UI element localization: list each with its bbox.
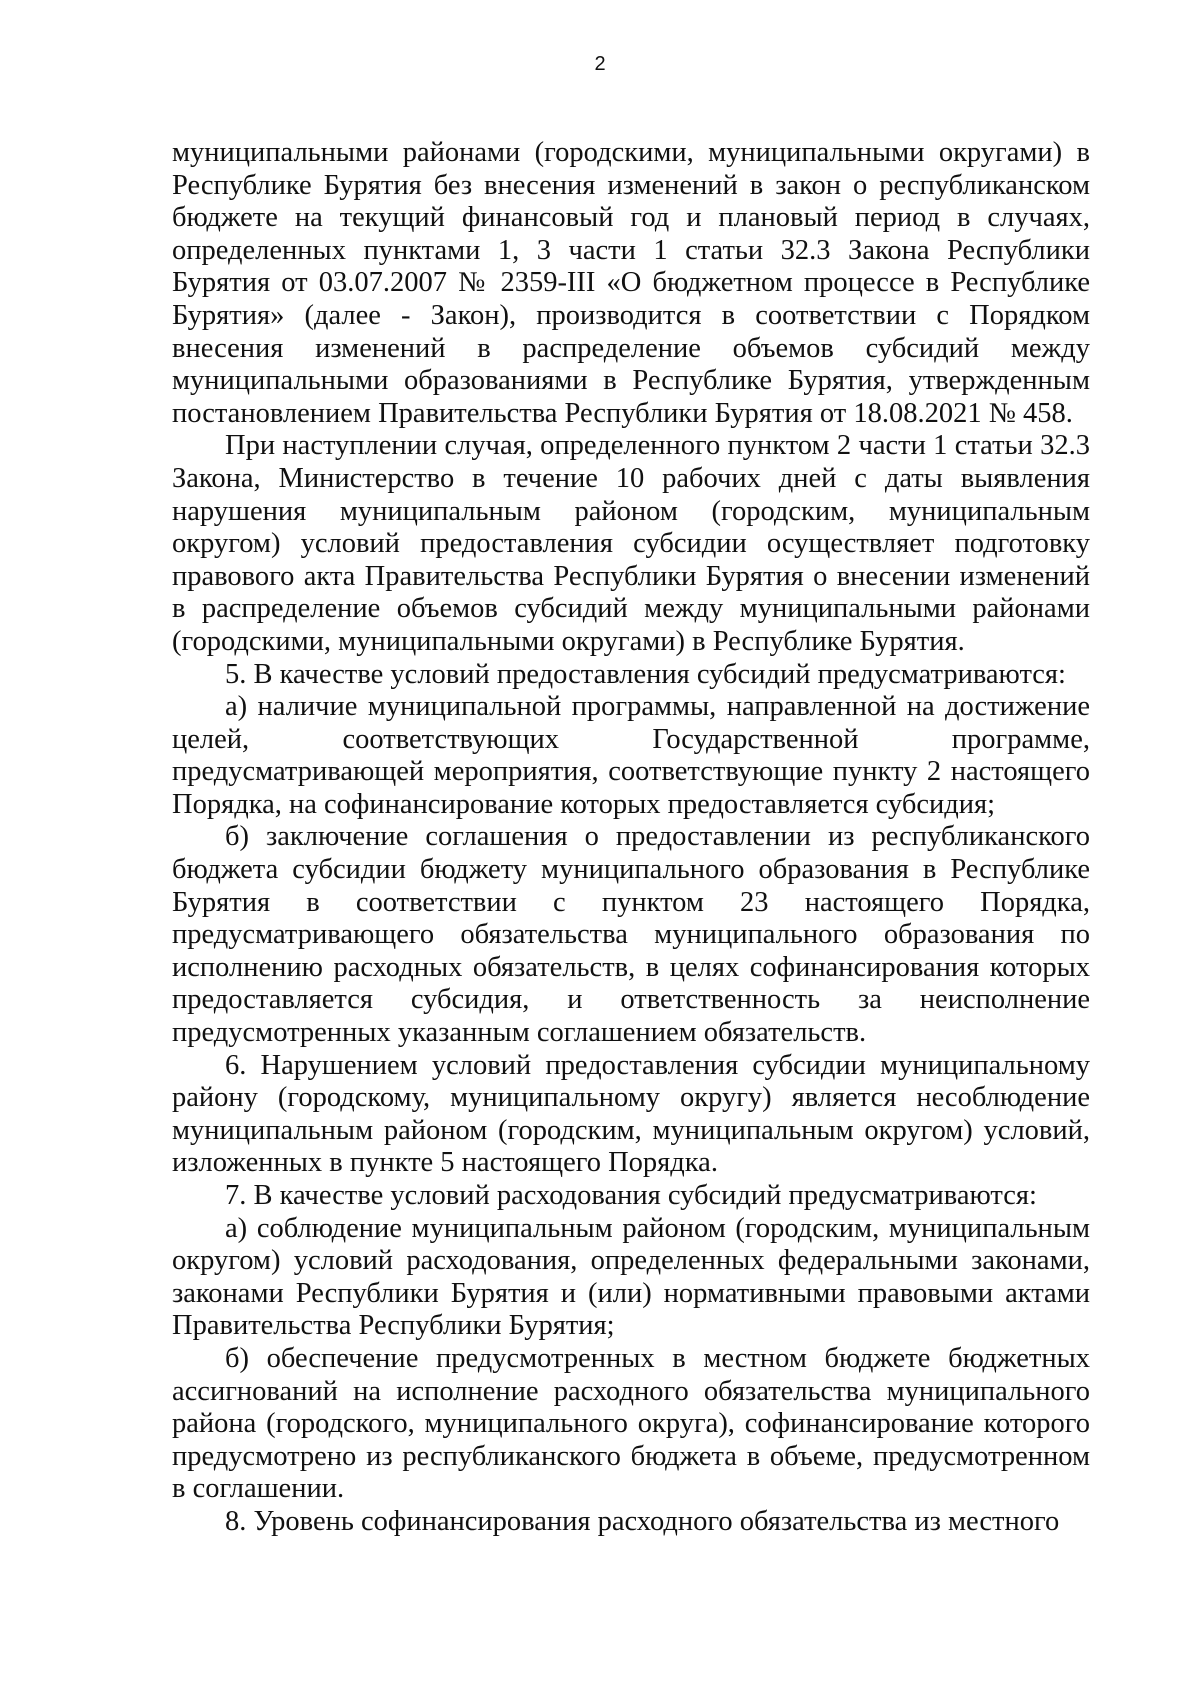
paragraph-item-6: 6. Нарушением условий предоставления субсидии муниципальному району (городскому, муниципальному округу) является несоблюдение муниципальным районом (городским, муниципальным округом) условий, изложенных в пункте 5 настоящего Порядка. [172,1049,1090,1179]
paragraph-item-5b: б) заключение соглашения о предоставлении из республиканского бюджета субсидии бюджету муниципального образования в Республике Бурятия в соответствии с пунктом 23 настоящего Порядка, предусматривающего обязательства муниципального образования по исполнению расходных обязательств, в целях софинансирования которых предоставляется субсидия, и ответственность за неисполнение предусмотренных указанным соглашением обязательств. [172,821,1090,1049]
paragraph-case-point-2: При наступлении случая, определенного пунктом 2 части 1 статьи 32.3 Закона, Министерство в течение 10 рабочих дней с даты выявления нарушения муниципальным районом (городским, муниципальным округом) условий предоставления субсидии осуществляет подготовку правового акта Правительства Республики Бурятия о внесении изменений в распределение объемов субсидий между муниципальными районами (городскими, муниципальными округами) в Республике Бурятия. [172,430,1090,657]
page-number: 2 [594,53,606,75]
paragraph-item-5: 5. В качестве условий предоставления субсидий предусматриваются: [225,658,1066,690]
paragraph-item-5a: а) наличие муниципальной программы, направленной на достижение целей, соответствующих Государственной программе, предусматривающей мероприятия, соответствующие пункту 2 настоящего Порядка, на софинансирование которых предоставляется субсидия; [172,691,1090,820]
document-body [172,137,1090,1539]
paragraph-item-8: 8. Уровень софинансирования расходного обязательства из местного [225,1505,1060,1537]
paragraph-item-7a: а) соблюдение муниципальным районом (городским, муниципальным округом) условий расходования, определенных федеральными законами, законами Республики Бурятия и (или) нормативными правовыми актами Правительства Республики Бурятия; [172,1212,1090,1342]
paragraph-item-7b: б) обеспечение предусмотренных в местном бюджете бюджетных ассигнований на исполнение расходного обязательства муниципального района (городского, муниципального округа), софинансирование которого предусмотрено из республиканского бюджета в объеме, предусмотренном в соглашении. [172,1342,1090,1505]
paragraph-item-7: 7. В качестве условий расходования субсидий предусматриваются: [225,1180,1037,1211]
paragraph-continuation: муниципальными районами (городскими, муниципальными округами) в Республике Бурятия без внесения изменений в закон о республиканском бюджете на текущий финансовый год и плановый период в случаях, определенных пунктами 1, 3 части 1 статьи 32.3 Закона Республики Бурятия от 03.07.2007 № 2359-III «О бюджетном процессе в Республике Бурятия» (далее - Закон), производится в соответствии с Порядком внесения изменений в распределение объемов субсидий между муниципальными образованиями в Республике Бурятия, утвержденным постановлением Правительства Республики Бурятия от 18.08.2021 № 458. [172,137,1090,429]
